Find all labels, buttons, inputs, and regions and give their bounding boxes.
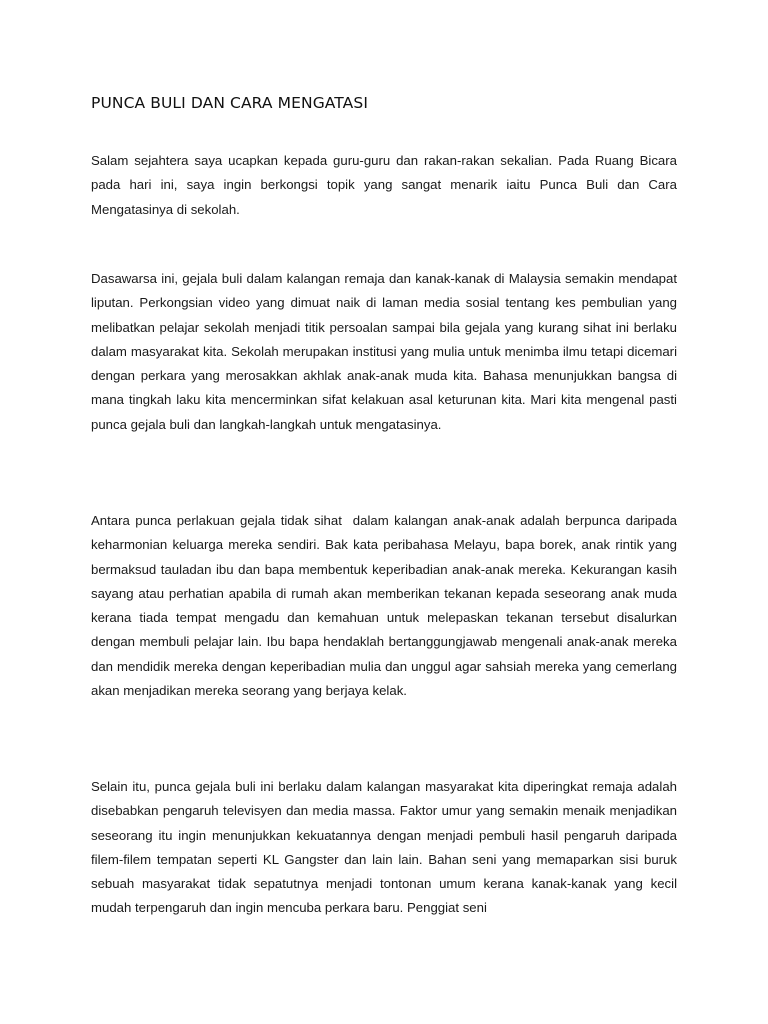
document-title: PUNCA BULI DAN CARA MENGATASI	[91, 94, 368, 112]
paragraph-introduction: Dasawarsa ini, gejala buli dalam kalangan remaja dan kanak-kanak di Malaysia semakin mendapat liputan. Perkongsian video yang dimuat naik di laman media sosial tentang kes pembulian yang melibatkan pelajar sekolah menjadi titik persoalan sampai bila gejala yang kurang sihat ini berlaku dalam masyarakat kita. Sekolah merupakan institusi yang mulia untuk menimba ilmu tetapi dicemari dengan perkara yang merosakkan akhlak anak-anak muda kita. Bahasa menunjukkan bangsa di mana tingkah laku kita mencerminkan sifat kelakuan asal keturunan kita. Mari kita mengenal pasti punca gejala buli dan langkah-langkah untuk mengatasinya.	[91, 271, 681, 432]
paragraph-greeting: Salam sejahtera saya ucapkan kepada guru-guru dan rakan-rakan sekalian. Pada Ruang Bicara pada hari ini, saya ingin berkongsi topik yang sangat menarik iaitu Punca Buli dan Cara Mengatasinya di sekolah.	[91, 153, 681, 217]
paragraph-family-cause: Antara punca perlakuan gejala tidak sihat dalam kalangan anak-anak adalah berpunca daripada keharmonian keluarga mereka sendiri. Bak kata peribahasa Melayu, bapa borek, anak rintik yang bermaksud tauladan ibu dan bapa membentuk keperibadian anak-anak mereka. Kekurangan kasih sayang atau perhatian apabila di rumah akan memberikan tekanan kepada seseorang anak muda kerana tiada tempat mengadu dan kemahuan untuk melepaskan tekanan tersebut disalurkan dengan membuli pelajar lain. Ibu bapa hendaklah bertanggungjawab mengenali anak-anak mereka dan mendidik mereka dengan keperibadian mulia dan unggul agar sahsiah mereka yang cemerlang akan menjadikan mereka seorang yang berjaya kelak.	[91, 513, 681, 699]
paragraph-media-cause: Selain itu, punca gejala buli ini berlaku dalam kalangan masyarakat kita diperingkat remaja adalah disebabkan pengaruh televisyen dan media massa. Faktor umur yang semakin menaik menjadikan seseorang itu ingin menunjukkan kekuatannya dengan menjadi pembuli hasil pengaruh daripada filem-filem tempatan seperti KL Gangster dan lain lain. Bahan seni yang memaparkan sisi buruk sebuah masyarakat tidak sepatutnya menjadi tontonan umum kerana kanak-kanak yang kecil mudah terpengaruh dan ingin mencuba perkara baru. Penggiat seni	[91, 779, 681, 916]
